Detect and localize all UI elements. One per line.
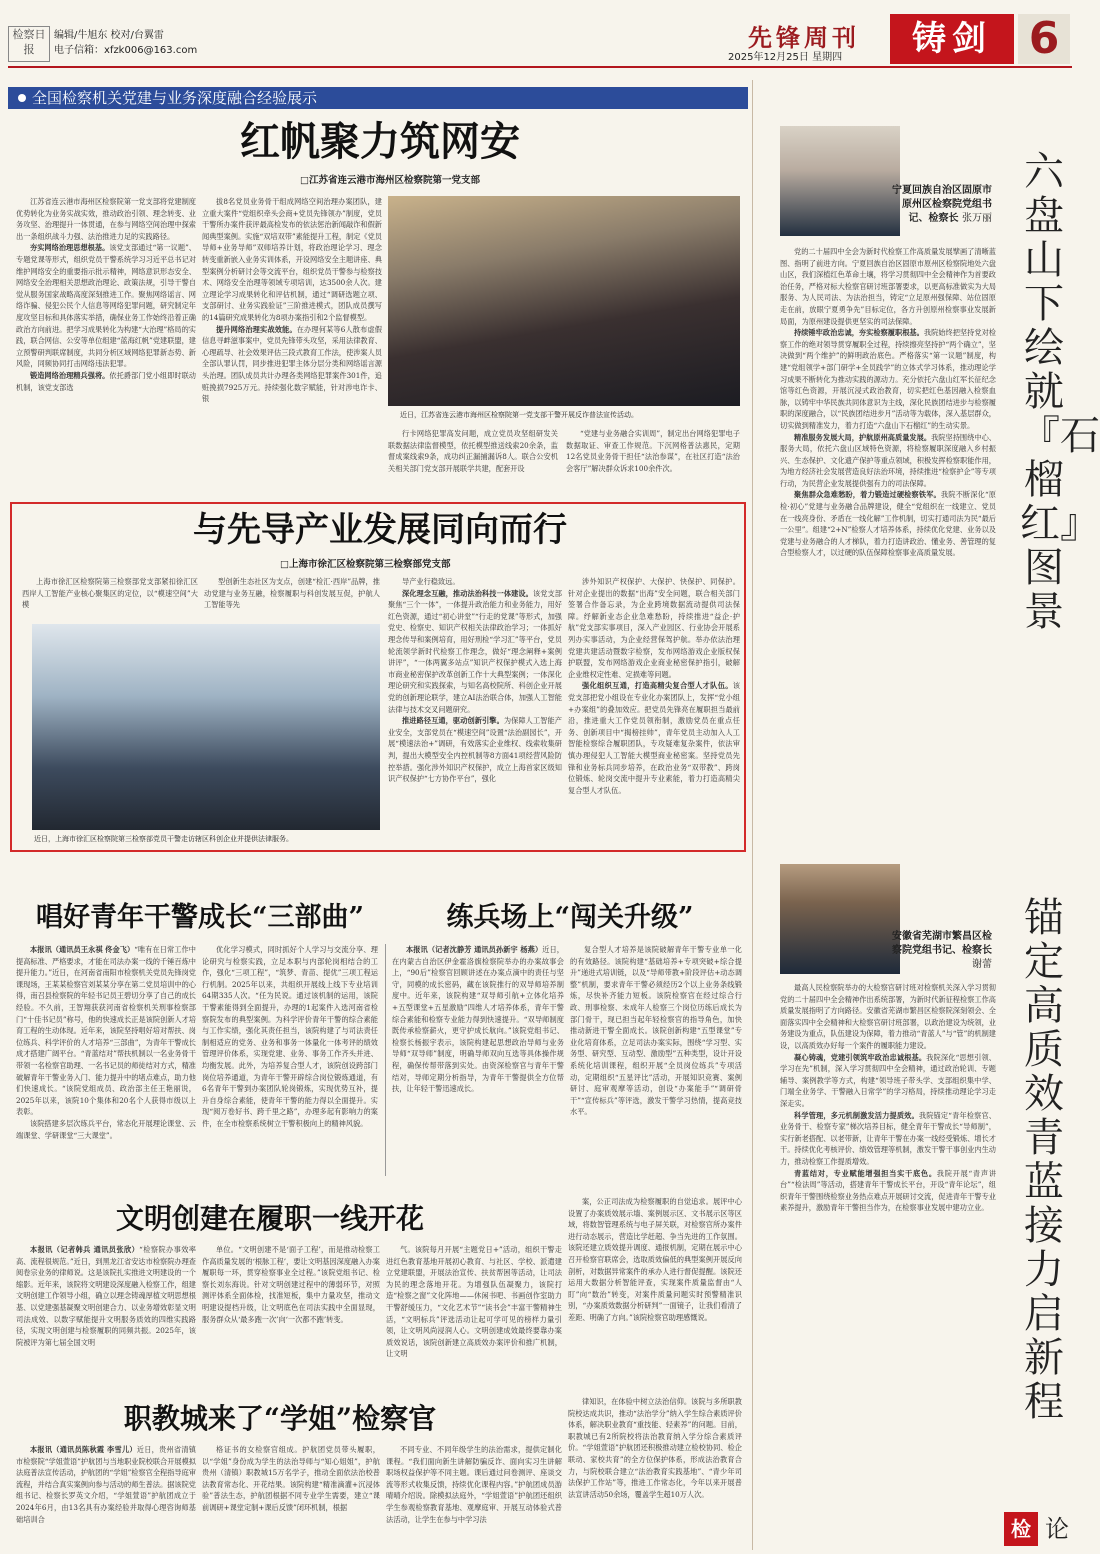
article1-photo xyxy=(388,196,740,406)
sidebar-footer-label: 论 xyxy=(1045,1515,1069,1543)
article2-photo-caption: 近日，上海市徐汇区检察院第三检察部党员干警走访辖区科创企业并提供法律服务。 xyxy=(34,835,293,843)
article1-byline: □江苏省连云港市海州区检察院第一党支部 xyxy=(300,175,480,186)
column-divider xyxy=(385,944,386,1176)
article6-col4: 律知识，在体验中树立法治信仰。该院与多所职教院校达成共识，推动“法治学分”纳入学生综合素质评价体系，解决职业教育“重技能、轻素养”的问题。目前，职教城已有2所院校将法治教育纳入学分综合素质评价。“学姐萱语”护航团还积极推动建立检校协同、检企联动、家校共育”的全方位保护体系，形成法治教育合力，与院校联合建立“法治教育实践基地”、“青少年司法保护工作站”等，推进工作常态化，今年以来开展普法宣讲活动50余场，覆盖学生超10万人次。 xyxy=(568,1397,742,1499)
article2-col2: 型创新生态社区为支点，创建“检汇·西岸”品牌，推动党建与业务互融，检察履职与科创发展互促，护航人工智能等先 xyxy=(204,577,380,610)
article2-col3: 导产业行稳致远。 深化理念互融，推动法治科技一体建设。该党支部聚焦“三个一体”，一体提升政治能力和业务能力，用好红色资源，通过“初心讲堂”“行走的党课”等形式，加强党史、检察史、知识产权相关法律政治学习；一体抓好理念传导和案例培育，用好刑检“学习汇”等平台，党员轮流领学新时代检察工作理念，做好“理念阐释+案例讲评”，“一体两翼多站点”知识产权保护模式入选上海市商业秘密保护改革创新工作十大典型案例；一体深化理论研究和实践探索，与知名高校院所、科创企业开展党的创新理论联学，建立AI法治联合体，加强人工智能法律与技术交叉问题研究。 推进路径互通，驱动创新引擎。为保障人工智能产业安全，支部党员在“模速空间”设置“法治副园长”，开展“模速法治+”调研，有效落实企业维权、线索收集研判，提出大模型安全内控机制等8方面41项经营风险防控举措。强化涉外知识产权保护，成立上海首家区级知识产权保护“七方协作平台”，强化 xyxy=(388,577,562,784)
article3-title: 唱好青年干警成长“三部曲” xyxy=(35,902,365,933)
article3-col2: 优化学习模式，同时抓好个人学习与交流分享、理论研究与检察实践，立足本职与内部轮岗相结合的工作，强化“三项工程”，“筑梦、青苗、提优”三项工程运行机制。2025年以来，共组织开展线上线下专业培训64期335人次。“任为民说。通过该机制的运用，该院干警素能得到全面提升，办理的1起案件入选河南省检察院发布的典型案例。为科学评价青年干警的综合素能与工作实绩，强化其责任担当，该院构建了与司法责任制相适应的党务、业务和事务一体量化一体考评的绩效管理评价体系，实现党建、业务、事务工作齐头并进、均衡发展。此外，为培养复合型人才，该院创设跨部门岗位培养通道，为青年干警开辟综合岗位锻炼通道，有6名青年干警到办案团队轮岗锻炼，实现优势互补，提升自身综合素能，使青年干警的能力得以全面提升。实现“阅万卷好书、跨千里之路”，办理多起有影响力的案件，在全市检察系统树立干警积极向上的精神风貌。 xyxy=(202,945,378,1128)
header-divider xyxy=(8,66,1072,68)
article5-col1: 本报讯（记者韩兵 通讯员张欣）“检察院办事效率高、流程很规范。”近日，到黑龙江省安达市检察院办理查阅卷宗业务的律师说。这是该院扎实推进文明建设的一个缩影。近年来，该院将文明建设深度融入检察工作，组建文明创建工作领导小组，确立以理念铸魂厚植文明思想根基、以党建强基凝聚文明创建合力、以业务增效彰显文明司法成效、以数字赋能提升文明服务质效的四维实践路径，实现文明创建与检察履职的同频共振。2025年，该院被评为第七届全国文明 xyxy=(16,1245,196,1347)
sidebar1-body: 党的二十届四中全会为新时代检察工作高质量发展擘画了清晰蓝图、指明了前进方向。宁夏回族自治区固原市原州区检察院地处六盘山区，我们深植红色革命土壤，将学习贯彻四中全会精神作为首要政治任务，严格对标大检察官研讨班部署要求，以更高标准做实为大局服务、为人民司法、为法治担当，铸定“立足原州强保障、站位固原走在前，放眼宁夏勇争先”目标定位，各方升创原州检察事业发展新局面，为原州建设提供更坚实的司法保障。 持续锤牢政治忠诚，夯实检察履职根基。我院始终把坚持党对检察工作的绝对领导贯穿履职全过程，持续擦亮坚持护“两个确立”，坚决做到“两个维护”的鲜明政治底色。严格落实“第一议题”制度，构建“党组领学+部门研学+全员践学”的立体式学习体系，推动理论学习成果不断转化为推动实践的源动力。充分依托六盘山红军长征纪念馆等红色资源，开展沉浸式政治教育，切实把红色基因融入检察血脉，以铸牢中华民族共同体意识为主线，深化民族团结进步与检察履职的深度融合，以“民族团结进步月”活动等为载体，深入基层群众，切实做到精准发力，着力打造“六盘山下石榴红”的生动实景。 精准服务发展大局，护航原州高质量发展。我院坚持围绕中心、服务大局，依托六盘山区域特色资源，将检察履职深度融入乡村振兴、生态保护、文化遗产保护等重点领域，积极发挥检察职能作用，为地方经济社会发展营造良好法治环境，持续推进“检察护企”等专项行动，为民营企业发展提供强有力的司法保障。 聚焦群众急难愁盼，着力锻造过硬检察铁军。我院不断深化“原检·初心”党建与业务融合品牌建设，健全“党组织在一线建立、党员在一线亮身份、矛盾在一线化解”工作机制，切实打通司法为民“最后一公里”。组建“2+N”检察人才培养体系，持续优化党建、业务以及党建与业务融合的人才梯队，着力打造讲政治、懂业务、善管理的复合型检察人才，以过硬的队伍保障检察事业高质量发展。 xyxy=(780,247,996,558)
article4-col1: 本报讯（记者沈静芳 通讯员孙新宇 杨燕）近日，在内蒙古自治区伊金霍洛旗检察院举办的办案故事会上，“90后”检察官回顾讲述在办案点滴中的责任与坚守，同模的成长密码，藏在该院推行的双导师培养制度中。近年来，该院构建“双导师引航+立体化培养+五型课堂+五星激励”四维人才培养体系，青年干警综合素能和检察专业能力得到快速提升。“双导师制度既传承检察薪火，更守护成长航向。”该院党组书记、检察长杨振宇表示，该院构建起思想政治导师与业务导师“双导师”制度，明确导师双向互选等具体操作规程，确保传帮带落到实处。由资深检察官与青年干警结对，导师定期分析指导，为青年干警提供全方位帮扶，让年轻干警迅速成长。 xyxy=(392,945,564,1094)
article3-col1: 本报讯（通讯员王永祺 佟金飞）“唯有在日常工作中提高标准、严格要求，才能在司法办案一线的千锤百炼中提升能力。”近日，在河南省南阳市检察机关党员先锋岗党课现场，王某某检察官刘某某分享在第二党员培训中的心得，南召县检察院的年轻书记员王碧切分享了自己的成长经验。不久前，王智翔获获河南省检察机关刑事检察部门“十佳书记员”称号，他的快速成长正是该院创新人才培育工程的生动体现。近年来，该院坚持唱好培对帮扶、岗位练兵、科学评价的人才培养“三部曲”，为青年干警成长成才搭建广阔平台。“青蓝结对”帮扶机制以一名业务骨干带领一名检察官助理、一名书记员的师徒结对方式，精准破解青年干警业务入门、能力提升中的堵点难点，助力他们快速成长。“该院党组成员、政治部主任王艳丽说，2025年以来，该院10个集体和20名个人获得市级以上表彰。 该院搭建多层次练兵平台，常态化开展理论课堂、云端课堂、学研课堂“三大课堂”。 xyxy=(16,945,196,1140)
article1-photo-caption: 近日，江苏省连云港市海州区检察院第一党支部干警开展反诈普法宣传活动。 xyxy=(400,411,638,419)
article5-col4: 案，公正司法成为检察履职的自觉追求。展评中心设置了办案质效展示墙、案例展示区、文书展示区等区域，将数智管理系统与电子屏关联，对检察官所办案件进行动态展示，营造比学赶超、争当先进的工作氛围。该院还建立质效提升调度、通报机制，定期在展示中心召开检察官联席会，选取质效偏低的典型案例开展反向剖析，对数据异常案件的承办人进行督促提醒。该院还运用大数据分析智能评查，实现案件质量监督由“人盯”向“数治”转变，对案件质量问题实时预警精准识别，“办案质效数据分析研判”一面镜子，让我们看清了差距、明确了方向。”该院检察官助理感慨说。 xyxy=(568,1197,742,1322)
masthead-credits xyxy=(54,28,214,58)
topic-banner xyxy=(8,87,748,109)
sidebar-divider xyxy=(752,80,753,1550)
article2-title: 与先导产业发展同向而行 xyxy=(193,510,567,550)
page-number: 6 xyxy=(1018,14,1070,64)
article1-col2: 拔8名党员业务骨干组成网络空间治理办案团队，建立重大案件“党组织牵头会商+党员先锋领办”制度，党员干警所办案件获评最高检发布的依法惩治新闻敲诈和假新闻典型案例。实施“双培双带”素能提升工程，制定《党员导师+业务导师”双师培养计划，将政治理论学习、理念转变重新嵌入业务实训体系，开设网络安全主题讲座、典型案例分析研讨会等交流平台，组织党员干警参与检察技术、网络安全治理等领域专项培训，达3500余人次。建立理论学习成果转化和评估机制，通过“调研选题立项、支部研讨、业务实践验证”三阶推进模式，团队成员撰写的14篇研究成果转化为8项办案指引和2个监督模型。 提升网络治理实战效能。在办理何某等6人散布虚假信息寻衅滋事案中，党员先锋带头攻坚，采用法律教育、心理疏导、社会效果评估三段式教育工作法，使涉案人员全部认罪认罚，同步推进犯罪主体分层分类和网络谣言源头治理。团队成员共计办理各类网络犯罪案件301件，追赃挽损7925万元。持续强化数字赋能，针对涉电诈卡、银 xyxy=(202,197,382,404)
newspaper-logo: 检察日报 xyxy=(8,26,50,62)
article6-col2: 格证书的女检察官组成。护航团党员带头履职，以“学姐”身份成为学生的法治导师与“知心姐姐”，护航贵州（清镇）职教城15万名学子，推动全面依法治校普法教育常态化、开花结果。该院构建“精准滴灌+沉浸体验”普法生态，护航团根据不同专业学生需要，建立“课前调研+课堂定制+课后反馈”闭环机制，根据 xyxy=(202,1445,380,1512)
article1-col1: 江苏省连云港市海州区检察院第一党支部将党建制度优势转化为业务实战实效，推动政治引领、理念转变、业务攻坚、治理提升一体贯通，在参与网络空间治理中探索出一条组织战斗力强、法治推进力足的实践路径。 夯实网络治理思想根基。该党支部通过“第一议题”、专题党课等形式，组织党员干警系统学习习近平总书记对维护网络安全的重要指示批示精神，网络意识形态安全、网络安全治理相关思想政治理论、政策法规，引导干警自觉从服务国家战略高度深刻推进工作。聚焦网络谣言、网络诈骗、侵犯公民个人信息等网络犯罪问题，研究制定年度攻坚目标和具体落实举措，确保业务工作始终沿着正确政治方向前进。把学习成果转化为构建“大治理”格局的实践，联合网信、公安等单位组建“蓝海红帆”党建联盟，建立预警研判联席制度，共同分析区域网络犯罪新态势、新风险，同频协同打击网络违法犯罪。 锻造网络治理精兵强将。依托爵部门党小组即时联动机制，该党支部选 xyxy=(16,197,196,392)
bullet-icon xyxy=(18,94,26,102)
article6-title: 职教城来了“学姐”检察官 xyxy=(123,1402,437,1435)
article1-col3: 行卡网络犯罪高发问题，成立党员攻坚组研发关联数据法律监督模型，依托模型推送线索20余条，监督成案线索9条，成功纠正漏捕漏诉8人。联合公安机关相关部门党支部开展联学共建，配套开设 xyxy=(388,429,558,473)
email-line: 电子信箱：xfzk006@163.com xyxy=(54,45,198,56)
article1-col4: “党建与业务融合实训周”，制定出台网络犯罪电子数据取证、审查工作规范。下沉网格普法惠民，定期12名党员业务骨干担任“法治参谋”，在社区打造“法治会客厅”解决群众诉求100余件次。 xyxy=(566,429,740,473)
article2-byline: □上海市徐汇区检察院第三检察部党支部 xyxy=(280,559,451,570)
sidebar2-portrait xyxy=(780,864,900,974)
article6-col3: 不同专业、不同年级学生的法治需求，提供定制化课程。“我们面向新生讲解防骗反诈、面向实习生讲解职场权益保护等不同主题。课后通过问卷测评、座谈交流等形式收集反馈，持续优化课程内容。”护航团成员游晴晴介绍说。除模拟法庭外，“学姐萱语”护航团还组织学生参观检察教育基地、观摩庭审、开展互动体验式普法活动，让学生在参与中学习法 xyxy=(386,1445,562,1524)
sidebar2-body: 最高人民检察院举办的大检察官研讨班对检察机关深入学习贯彻党的二十届四中全会精神作出系统部署，为新时代新征程检察工作高质量发展指明了方向路径。安徽省芜湖市繁昌区检察院深刻领会、全面落实四中全会精神和大检察官研讨班部署，以政治建设为统领，业务建设为重点，队伍建设为保障，着力推动“青蓝人”与“管”的机制建设，以高质效办好每一个案件的履职能力建设。 凝心铸魂，党建引领筑牢政治忠诚根基。我院深化“思想引领、学习在先”机制，深入学习贯彻四中全会精神，通过政治轮训、专题辅导、案例教学等方式，构建“领导班子带头学、支部组织集中学、门端全业务学、干警融入日常学”的学习格局，持续推动理论学习走深走实。 科学管理，多元机制激发活力提质效。我院锚定“青年检察官、业务骨干、检察专家”梯次培养目标，健全青年干警成长“导师制”，实行新老搭配、以老带新，让青年干警在办案一线经受锻炼、增长才干。持续优化考核评价、绩效管理等机制，激发干警干事创业内生动力，推动检察工作提质增效。 青蓝结对，专业赋能增强担当实干底色。我院开展“青声讲台”“检法周”等活动，搭建青年干警成长平台，开设“青年论坛”，组织青年干警围绕检察业务热点难点开展研讨交流，促进青年干警专业素养提升，激励青年干警担当作为，在检察事业发展中建功立业。 xyxy=(780,983,996,1213)
article4-col2: 复合型人才培养是该院破解青年干警专业单一化的有效路径。该院构建“基础培养+专项突破+综合提升”递进式培训链，以及“导师带教+阶段评估+动态调整”机制，要求青年干警必须经历2个以上业务条线锻炼，尽快补齐能力短板。该院检察官在经过综合行政、刑事检察、未成年人检察三个岗位历练后成长为部门骨干，现已担当起年轻检察官的指导角色，加快推动新进干警全面成长。该院创新构建“五型课堂”专业化培育体系，立足司法办案实际，围绕“学习型、实务型、研究型、互动型、激励型”五种类型，设计开设系统化培训课程，组织开展“全员岗位练兵”专项活动，定期组织“五星评比”活动，开展知识竞赛、案例研讨、庭审观摩等活动，创设“办案能手”“调研骨干”“宣传标兵”等评选，激发干警学习热情，提高竞技水平。 xyxy=(570,945,742,1117)
article2-photo xyxy=(32,624,380,830)
article2-col4: 涉外知识产权保护、大保护、快保护、同保护。针对企业提出的数据“出海”安全问题，联合相关部门签署合作备忘录，为企业跨境数据流动提供司法保障。纾解新业态企业急难愁盼，持续推进“益企·护航”党支部实事项目，深入产业园区、行业协会开展系列办实事活动，为企业经营保驾护航。举办依法治理党建共建活动暨数字检察，发布网络游戏企业版权保护联盟，发布网络游戏企业商业秘密保护指引，破解企业维权定性难、定损难等问题。 强化组织互通，打造高精尖复合型人才队伍。该党支部把党小组设在专业化办案团队上，发挥“党小组+办案组”的叠加效应。把党员先锋亮在履职担当最前沿，推进重大工作党员领衔制，激励党员在重点任务、创新项目中“揭榜挂帅”，青年党员主动加入人工智能检察综合履职团队，专攻疑难复杂案件，依法审慎办理侵犯人工智能大模型商业秘密案。坚持党员先锋和业务标兵同步培养，在政治业务“双带教”、跨岗位锻炼、轮岗交流中提升专业素能，着力打造高精尖复合型人才队伍。 xyxy=(568,577,740,795)
sidebar-footer-badge: 检 xyxy=(1004,1512,1038,1546)
sidebar2-person: 安徽省芜湖市繁昌区检察院党组书记、检察长 谢蕾 xyxy=(892,931,992,970)
article6-col1: 本报讯（通讯员陈秋霞 李雪儿）近日，贵州省清镇市检察院“学姐萱语”护航团与当地职业院校联合开展模拟法庭普法宣传活动，护航团的“学姐”检察官全程指导庭审流程，并结合真实案例向参与活动的师生普法。据该院党组书记、检察长罗英文介绍，“学姐萱语”护航团成立于2024年6月，由13名具有办案经验并取得心理咨询师基础培训合 xyxy=(16,1445,196,1524)
sidebar2-vertical-title: 锚定高质效 青蓝接力启新程 xyxy=(1024,895,1064,1425)
column-name: 铸剑 xyxy=(890,14,1014,64)
article5-col3: 气。该院每月开展“主题党日+”活动，组织干警走进红色教育基地开展初心教育、与社区、学校、派遣建立党建联盟，开展法治宣传、扶贫帮困等活动，让司法为民的理念落地开花。为增强队伍凝聚力，该院打造“检察之窗”文化阵地——休闲书吧、书画创作室助力干警舒缓压力，“文化艺术节”“读书会”丰富干警精神生活，“文明标兵”评选活动让起可学可见的榜样力量引领，让文明风尚浸润人心。文明创建成效最终要靠办案质效说话，该院创新建立高质效办案评价和推广机制，让文明 xyxy=(386,1245,562,1359)
article4-title: 练兵场上“闯关升级” xyxy=(446,902,694,933)
article2-col1: 上海市徐汇区检察院第三检察部党支部紧扣徐汇区西岸人工智能产业核心聚集区的定位，以“模速空间”大模 xyxy=(22,577,198,610)
article5-col2: 单位。“文明创建不是‘面子工程’，而是推动检察工作高质量发展的‘根脉工程’，要让文明基因深度融入办案履职每一环，贯穿检察事业全过程。”该院党组书记、检察长刘东海说。针对文明创建过程中的薄弱环节，对照测评体系全面体检，找准短板，集中力量攻坚，推动文明建设提档升级，让文明底色在司法实践中全面显现，服务群众从‘最多跑一次’向‘一次都不跑’转变。 xyxy=(202,1245,380,1324)
editor-line: 编辑/牛旭东 校对/台翼雷 xyxy=(54,30,164,41)
sidebar1-portrait xyxy=(780,126,900,236)
article5-title: 文明创建在履职一线开花 xyxy=(115,1202,424,1235)
issue-date: 2025年12月25日 星期四 xyxy=(728,52,843,63)
section-name: 先锋周刊 xyxy=(748,24,860,52)
sidebar1-person: 宁夏回族自治区固原市原州区检察院党组书记、检察长 张万丽 xyxy=(892,185,992,224)
article1-title: 红帆聚力筑网安 xyxy=(240,118,520,165)
banner-label: 全国检察机关党建与业务深度融合经验展示 xyxy=(32,89,318,107)
sidebar1-vertical-title: 六盘山下绘就『石榴红』图景 xyxy=(1020,149,1100,635)
